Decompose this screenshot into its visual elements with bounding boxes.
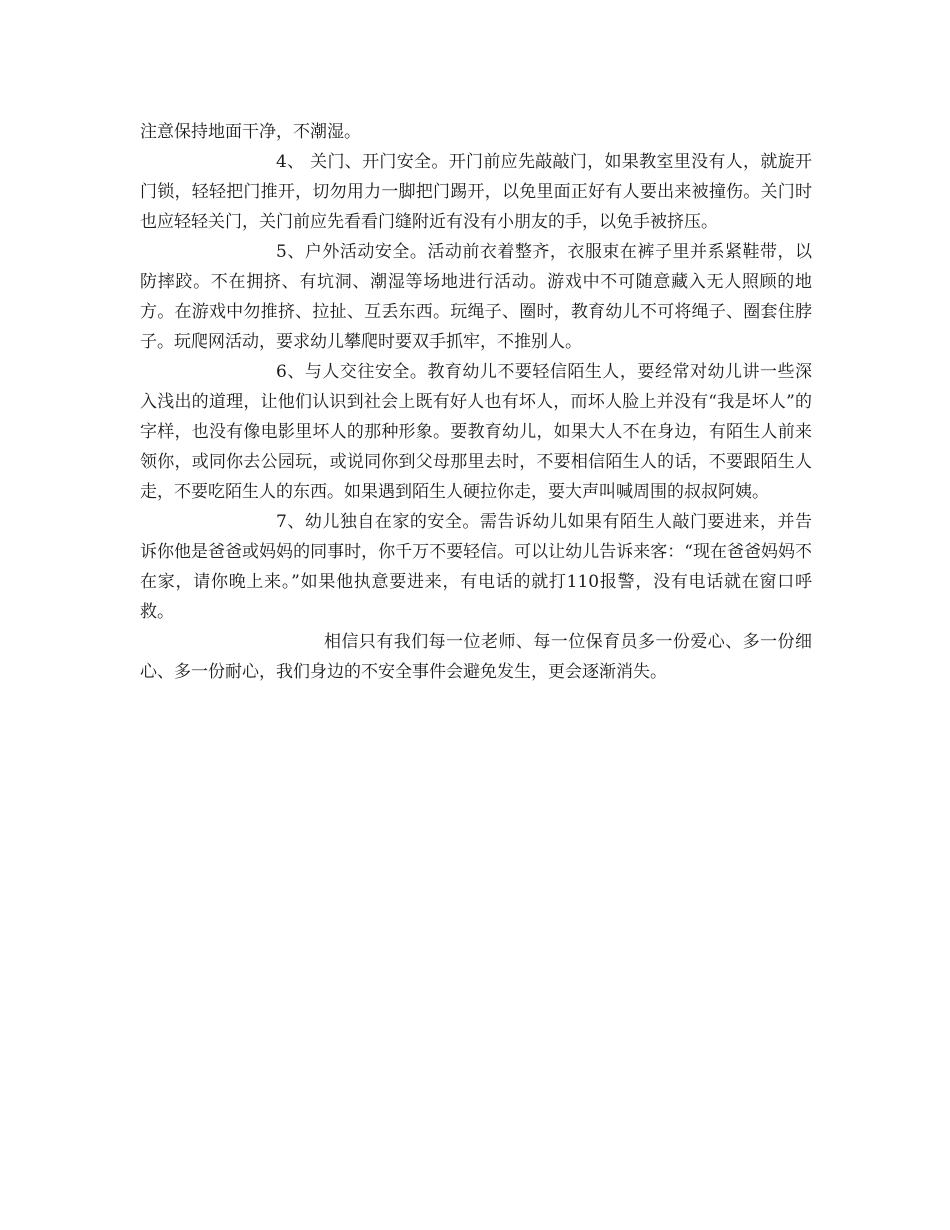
paragraph-closing: 相信只有我们每一位老师、每一位保育员多一份爱心、多一份细心、多一份耐心，我们身边的不安全事件会避免发生，更会逐渐消失。 (140, 632, 812, 682)
paragraph-home-alone-safety: 7、幼儿独自在家的安全。需告诉幼儿如果有陌生人敲门要进来，并告诉你他是爸爸或妈妈的同事时，你千万不要轻信。可以让幼儿告诉来客：“现在爸爸妈妈不在家，请你晚上来。”如果他执意要进来，有电话的就打110报警，没有电话就在窗口呼救。 (140, 512, 812, 622)
document-body (140, 117, 812, 687)
paragraph-door-safety: 4、 关门、开门安全。开门前应先敲敲门，如果教室里没有人，就旋开门锁，轻轻把门推开，切勿用力一脚把门踢开，以免里面正好有人要出来被撞伤。关门时也应轻轻关门，关门前应先看看门缝附近有没有小朋友的手，以免手被挤压。 (140, 152, 812, 232)
paragraph-outdoor-safety: 5、户外活动安全。活动前衣着整齐，衣服束在裤子里并系紧鞋带，以防摔跤。不在拥挤、有坑洞、潮湿等场地进行活动。游戏中不可随意藏入无人照顾的地方。在游戏中勿推挤、拉扯、互丢东西。玩绳子、圈时，教育幼儿不可将绳子、圈套住脖子。玩爬网活动，要求幼儿攀爬时要双手抓牢，不推别人。 (140, 242, 812, 352)
paragraph-continuation: 注意保持地面干净，不潮湿。 (140, 122, 361, 142)
paragraph-stranger-safety: 6、与人交往安全。教育幼儿不要轻信陌生人，要经常对幼儿讲一些深入浅出的道理，让他们认识到社会上既有好人也有坏人，而坏人脸上并没有“我是坏人”的字样，也没有像电影里坏人的那种形象。要教育幼儿，如果大人不在身边，有陌生人前来领你，或同你去公园玩，或说同你到父母那里去时，不要相信陌生人的话，不要跟陌生人走，不要吃陌生人的东西。如果遇到陌生人硬拉你走，要大声叫喊周围的叔叔阿姨。 (140, 362, 812, 502)
